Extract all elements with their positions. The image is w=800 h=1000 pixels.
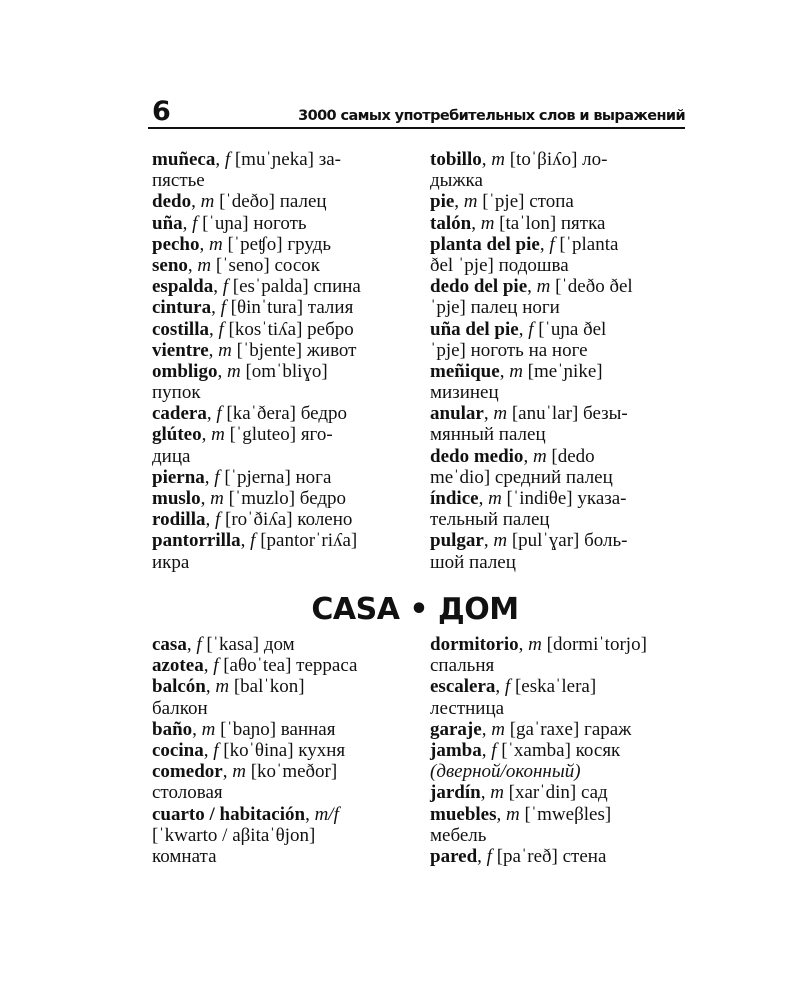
headword: dedo: [152, 191, 192, 213]
dictionary-entry: jardín, m [xarˈdin] сад: [430, 782, 608, 804]
dictionary-entry: rodilla, f [roˈðiʎa] колено: [152, 509, 353, 531]
transcription-translation: [ˈkasa] дом: [201, 634, 295, 655]
dictionary-entry: pared, f [paˈreð] стена: [430, 845, 607, 867]
transcription-translation: [ˈpje] стопа: [477, 191, 574, 213]
headword: pierna: [152, 466, 205, 488]
headword: espalda: [152, 276, 214, 298]
transcription-translation: мизинец: [430, 382, 499, 404]
gender-mark: m: [218, 339, 232, 361]
gender-mark: m: [201, 718, 216, 740]
headword: vientre: [152, 339, 209, 361]
headword: dedo medio: [430, 445, 524, 467]
house-vocab-right-column: [430, 634, 692, 867]
dictionary-entry: uña del pie, f [ˈuɲa ðel: [430, 318, 607, 340]
headword: muñeca: [152, 149, 216, 170]
transcription-translation: [taˈlon] пятка: [494, 212, 606, 234]
gender-mark: f: [528, 318, 534, 340]
gender-mark: f: [250, 530, 256, 552]
dictionary-entry: dedo medio, m [dedo: [430, 445, 595, 467]
headword: planta del pie: [430, 233, 540, 255]
transcription-translation: [meˈɲike]: [522, 360, 603, 382]
house-vocab-left-column: [152, 634, 414, 867]
dictionary-entry: ombligo, m [omˈbliɣo]: [152, 360, 328, 382]
transcription-translation: [dedo: [546, 445, 595, 467]
gender-mark: m: [528, 634, 542, 655]
headword: balcón: [152, 676, 206, 698]
dictionary-entry: escalera, f [eskaˈlera]: [430, 676, 597, 698]
transcription-translation: [θinˈtura] талия: [225, 297, 354, 319]
dictionary-entry-continuation: [430, 698, 692, 719]
gender-mark: f: [215, 509, 221, 531]
dictionary-entry: anular, m [anuˈlar] безы-: [430, 403, 628, 425]
transcription-translation: [koˈθina] кухня: [218, 739, 346, 761]
dictionary-entry: cadera, f [kaˈðera] бедро: [152, 403, 348, 425]
gender-mark: m: [493, 403, 508, 425]
gender-mark: f: [549, 233, 555, 255]
gender-mark: f: [222, 276, 229, 298]
transcription-translation: [ˈpjerna] нога: [219, 466, 332, 488]
headword: azotea: [152, 655, 204, 677]
gender-mark: m: [211, 424, 225, 446]
dictionary-entry: garaje, m [gaˈraxe] гараж: [430, 718, 632, 740]
dictionary-entry-continuation: [152, 846, 414, 867]
dictionary-entry: dedo, m [ˈdeðo] палец: [152, 191, 327, 213]
transcription-translation: [ˈmweβles]: [519, 803, 612, 825]
body-vocab-right-column: [430, 149, 692, 573]
dictionary-entry: comedor, m [koˈmeðor]: [152, 761, 338, 783]
dictionary-entry: muñeca, f [muˈɲeka] за-: [152, 149, 342, 170]
dictionary-entry: talón, m [taˈlon] пятка: [430, 212, 606, 234]
headword: rodilla: [152, 509, 206, 531]
dictionary-entry: pulgar, m [pulˈɣar] боль-: [430, 530, 628, 552]
body-vocab-left-column: [152, 149, 414, 573]
usage-note: (дверной/оконный): [430, 761, 581, 783]
transcription-translation: [muˈɲeka] за-: [230, 149, 342, 170]
dictionary-entry-continuation: [430, 255, 692, 276]
headword: anular: [430, 403, 484, 425]
headword: jamba: [430, 739, 482, 761]
transcription-translation: [ˈgluteo] яго-: [224, 424, 333, 446]
dictionary-entry: casa, f [ˈkasa] дом: [152, 634, 295, 655]
gender-mark: f: [218, 318, 224, 340]
gender-mark: m: [480, 212, 495, 234]
transcription-translation: [ˈkwarto / aβitaˈθjon]: [152, 824, 316, 846]
dictionary-entry: azotea, f [aθoˈtea] терраса: [152, 655, 358, 677]
gender-mark: m: [200, 191, 215, 213]
transcription-translation: [ˈpeʧo] грудь: [222, 233, 332, 255]
gender-mark: m: [491, 149, 505, 170]
headword: dormitorio: [430, 634, 519, 655]
transcription-translation: тельный палец: [430, 509, 550, 531]
transcription-translation: [ˈdeðo ðel: [550, 276, 633, 298]
dictionary-entry: seno, m [ˈseno] сосок: [152, 254, 321, 276]
dictionary-entry-continuation: [430, 170, 692, 191]
dictionary-entry-continuation: [152, 170, 414, 191]
gender-mark: m: [506, 803, 520, 825]
headword: tobillo: [430, 149, 482, 170]
headword: pulgar: [430, 530, 484, 552]
headword: pie: [430, 191, 455, 213]
dictionary-entry: meñique, m [meˈɲike]: [430, 360, 603, 382]
headword: pantorrilla: [152, 530, 241, 552]
transcription-translation: шой палец: [430, 551, 516, 573]
transcription-translation: [ˈuɲa] ноготь: [197, 212, 307, 234]
transcription-translation: [ˈuɲa ðel: [533, 318, 607, 340]
transcription-translation: [ˈbjente] живот: [231, 339, 357, 361]
dictionary-entry: dormitorio, m [dormiˈtorjo]: [430, 634, 647, 655]
transcription-translation: [balˈkon]: [229, 676, 305, 698]
transcription-translation: [roˈðiʎa] колено: [220, 509, 353, 531]
gender-mark: f: [213, 739, 219, 761]
transcription-translation: пястье: [152, 170, 205, 192]
transcription-translation: мебель: [430, 824, 487, 846]
transcription-translation: [ˈindiθe] указа-: [501, 488, 627, 509]
transcription-translation: [pulˈɣar] боль-: [507, 530, 628, 552]
gender-mark: m: [209, 233, 223, 255]
dictionary-entry-continuation: [430, 655, 692, 676]
gender-mark: m: [493, 530, 508, 552]
dictionary-entry: balcón, m [balˈkon]: [152, 676, 305, 698]
gender-mark: f: [192, 212, 198, 234]
transcription-translation: [kaˈðera] бедро: [221, 403, 348, 425]
dictionary-entry-continuation: [430, 340, 692, 361]
transcription-translation: [esˈpalda] спина: [228, 276, 361, 298]
dictionary-entry-continuation: [152, 446, 414, 467]
headword: escalera: [430, 676, 496, 698]
dictionary-entry-continuation: [430, 825, 692, 846]
headword: pecho: [152, 233, 200, 255]
headword: baño: [152, 718, 193, 740]
transcription-translation: [ˈxamba] косяк: [496, 739, 621, 761]
dictionary-entry: planta del pie, f [ˈplanta: [430, 233, 619, 255]
gender-mark: f: [224, 149, 231, 170]
transcription-translation: [eskaˈlera]: [510, 676, 597, 698]
dictionary-entry: pie, m [ˈpje] стопа: [430, 191, 574, 213]
dictionary-entry-continuation: [152, 698, 414, 719]
gender-mark: f: [196, 634, 202, 655]
headword: muebles: [430, 803, 497, 825]
headword: cadera: [152, 403, 207, 425]
dictionary-entry-continuation: [152, 382, 414, 403]
transcription-translation: ˈpje] ноготь на ноге: [430, 339, 588, 361]
headword: meñique: [430, 360, 500, 382]
headword: cintura: [152, 297, 212, 319]
dictionary-entry: jamba, f [ˈxamba] косяк: [430, 739, 621, 761]
dictionary-entry: tobillo, m [toˈβiʎo] ло-: [430, 149, 608, 170]
dictionary-entry: muebles, m [ˈmweβles]: [430, 803, 612, 825]
transcription-translation: [omˈbliɣo]: [240, 360, 328, 382]
dictionary-entry: uña, f [ˈuɲa] ноготь: [152, 212, 307, 234]
transcription-translation: [ˈplanta: [554, 233, 619, 255]
dictionary-entry: glúteo, m [ˈgluteo] яго-: [152, 424, 333, 446]
dictionary-entry: índice, m [ˈindiθe] указа-: [430, 488, 627, 509]
transcription-translation: пупок: [152, 382, 201, 404]
gender-mark: m: [226, 360, 241, 382]
gender-mark: m: [215, 676, 230, 698]
gender-mark: m: [463, 191, 478, 213]
dictionary-entry-continuation: [430, 761, 692, 782]
dictionary-entry-continuation: [430, 509, 692, 530]
transcription-translation: [toˈβiʎo] ло-: [504, 149, 608, 170]
dictionary-entry: costilla, f [kosˈtiʎa] ребро: [152, 318, 354, 340]
headword: pared: [430, 845, 478, 867]
dictionary-entry: cuarto / habitación, m/f: [152, 803, 339, 825]
transcription-translation: ðel ˈpje] подошва: [430, 254, 569, 276]
gender-mark: f: [213, 655, 219, 677]
dictionary-entry-continuation: [152, 825, 414, 846]
dictionary-entry-continuation: [430, 552, 692, 573]
gender-mark: f: [486, 845, 492, 867]
transcription-translation: [koˈmeðor]: [245, 761, 338, 783]
gender-mark: f: [214, 466, 220, 488]
dictionary-entry: espalda, f [esˈpalda] спина: [152, 276, 361, 298]
dictionary-entry-continuation: [152, 552, 414, 573]
dictionary-entry-continuation: [430, 424, 692, 445]
headword: muslo: [152, 488, 201, 509]
transcription-translation: [ˈmuzlo] бедро: [223, 488, 347, 509]
transcription-translation: [ˈbaɲo] ванная: [215, 718, 336, 740]
running-title: 3000 самых употребительных слов и выражений: [298, 108, 685, 124]
transcription-translation: [ˈdeðo] палец: [214, 191, 327, 213]
dictionary-entry: pierna, f [ˈpjerna] нога: [152, 466, 332, 488]
dictionary-entry: pecho, m [ˈpeʧo] грудь: [152, 233, 332, 255]
transcription-translation: [kosˈtiʎa] ребро: [223, 318, 354, 340]
section-heading-casa: CASA • ДОМ: [311, 592, 519, 627]
dictionary-entry: cintura, f [θinˈtura] талия: [152, 297, 354, 319]
header-rule: [148, 127, 685, 129]
headword: glúteo: [152, 424, 202, 446]
gender-mark: m: [536, 276, 551, 298]
dictionary-entry: cocina, f [koˈθina] кухня: [152, 739, 346, 761]
headword: ombligo: [152, 360, 218, 382]
transcription-translation: [dormiˈtorjo]: [541, 634, 647, 655]
transcription-translation: спальня: [430, 655, 495, 677]
gender-mark: m/f: [314, 803, 339, 825]
transcription-translation: лестница: [430, 697, 505, 719]
gender-mark: m: [210, 488, 224, 509]
headword: comedor: [152, 761, 223, 783]
headword: cuarto / habitación: [152, 803, 306, 825]
headword: jardín: [430, 782, 481, 804]
gender-mark: m: [490, 782, 504, 804]
headword: garaje: [430, 718, 482, 740]
transcription-translation: комната: [152, 845, 217, 867]
gender-mark: m: [488, 488, 502, 509]
transcription-translation: столовая: [152, 782, 223, 804]
dictionary-entry: vientre, m [ˈbjente] живот: [152, 339, 357, 361]
transcription-translation: икра: [152, 551, 190, 573]
dictionary-entry-continuation: [152, 782, 414, 803]
gender-mark: m: [197, 254, 212, 276]
headword: índice: [430, 488, 479, 509]
dictionary-entry: dedo del pie, m [ˈdeðo ðel: [430, 276, 633, 298]
gender-mark: f: [216, 403, 222, 425]
gender-mark: m: [532, 445, 547, 467]
dictionary-entry: baño, m [ˈbaɲo] ванная: [152, 718, 336, 740]
headword: uña del pie: [430, 318, 519, 340]
page-number: 6: [152, 96, 170, 127]
headword: seno: [152, 254, 188, 276]
transcription-translation: дыжка: [430, 170, 483, 192]
gender-mark: f: [504, 676, 511, 698]
headword: casa: [152, 634, 187, 655]
transcription-translation: [gaˈraxe] гараж: [504, 718, 632, 740]
gender-mark: m: [509, 360, 523, 382]
dictionary-entry-continuation: [430, 297, 692, 318]
transcription-translation: мянный палец: [430, 424, 546, 446]
headword: cocina: [152, 739, 204, 761]
dictionary-entry: pantorrilla, f [pantorˈriʎa]: [152, 530, 358, 552]
transcription-translation: [anuˈlar] безы-: [507, 403, 628, 425]
transcription-translation: балкон: [152, 697, 208, 719]
transcription-translation: [paˈreð] стена: [491, 845, 607, 867]
transcription-translation: meˈdio] средний палец: [430, 466, 613, 488]
gender-mark: m: [232, 761, 246, 783]
transcription-translation: ˈpje] палец ноги: [430, 297, 560, 319]
transcription-translation: дица: [152, 445, 191, 467]
headword: costilla: [152, 318, 209, 340]
transcription-translation: [pantorˈriʎa]: [255, 530, 358, 552]
gender-mark: f: [220, 297, 226, 319]
headword: dedo del pie: [430, 276, 528, 298]
headword: talón: [430, 212, 472, 234]
gender-mark: m: [491, 718, 505, 740]
transcription-translation: [aθoˈtea] терраса: [218, 655, 358, 677]
headword: uña: [152, 212, 183, 234]
transcription-translation: [xarˈdin] сад: [503, 782, 608, 804]
dictionary-entry-continuation: [430, 382, 692, 403]
gender-mark: f: [491, 739, 497, 761]
dictionary-entry-continuation: [430, 467, 692, 488]
transcription-translation: [ˈseno] сосок: [211, 254, 321, 276]
dictionary-entry: muslo, m [ˈmuzlo] бедро: [152, 488, 347, 509]
